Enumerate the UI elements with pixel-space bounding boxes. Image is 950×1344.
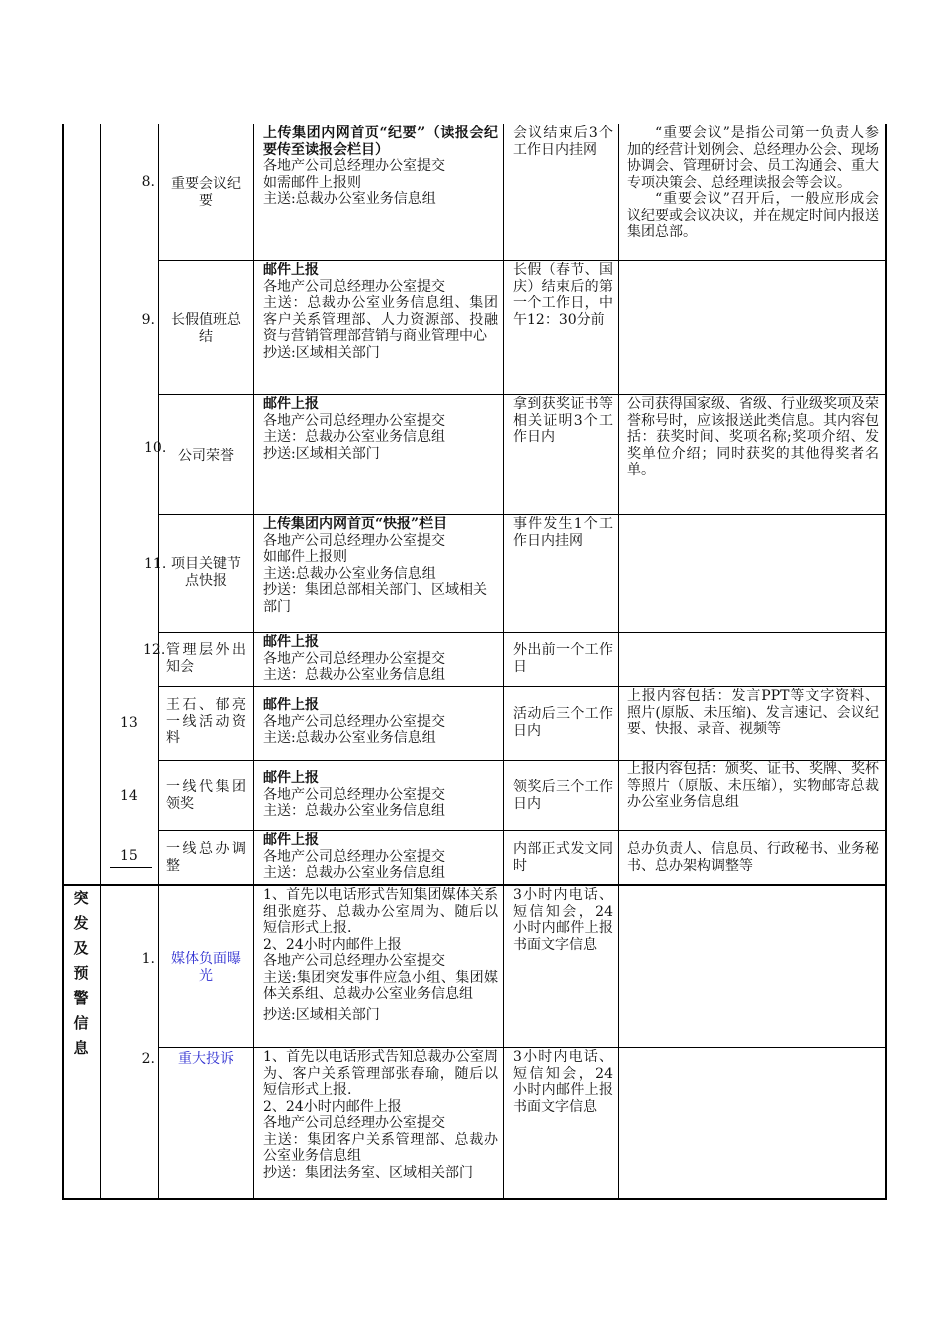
submit-line: 各地产公司总经理办公室提交 xyxy=(263,786,445,803)
item-name: 媒体负面曝光 xyxy=(171,951,241,984)
channel-label: 邮件上报 xyxy=(263,697,319,713)
row-divider xyxy=(158,830,887,831)
submission-method xyxy=(263,516,498,615)
submit-line: 各地产公司总经理办公室提交 xyxy=(263,532,445,549)
deadline: 活动后三个工作日内 xyxy=(513,706,613,739)
submit-line: 各地产公司总经理办公室提交 xyxy=(263,158,445,174)
row-divider xyxy=(158,260,887,261)
row-divider xyxy=(158,514,887,515)
row-divider xyxy=(158,394,887,395)
submit-line: 主送:总裁办公室业务信息组 xyxy=(263,191,436,207)
channel-label: 邮件上报 xyxy=(263,634,319,650)
deadline: 外出前一个工作日 xyxy=(513,642,613,675)
remarks: 总办负责人、信息员、行政秘书、业务秘书、总办架构调整等 xyxy=(627,841,879,874)
submission-method xyxy=(263,697,498,747)
section-label-char: 警 xyxy=(73,989,89,1007)
submission-method xyxy=(263,1049,498,1181)
submit-line: 主送：总裁办公室业务信息组 xyxy=(263,667,445,683)
column-divider xyxy=(503,124,504,1200)
submit-line: 各地产公司总经理办公室提交 xyxy=(263,650,445,667)
channel-label: 邮件上报 xyxy=(263,832,319,848)
row-number: 8. xyxy=(141,174,155,190)
submission-method xyxy=(263,125,498,208)
row-number: 2. xyxy=(141,1051,155,1067)
deadline: 3小时内电话、短信知会，24小时内邮件上报书面文字信息 xyxy=(513,887,613,953)
submission-method xyxy=(263,396,498,462)
row-number: 1. xyxy=(141,951,155,967)
submit-line: 主送：总裁办公室业务信息组 xyxy=(263,865,445,881)
channel-label: 邮件上报 xyxy=(263,770,319,786)
item-name: 项目关键节点快报 xyxy=(171,556,241,589)
submit-line: 各地产公司总经理办公室提交 xyxy=(263,1115,445,1131)
row-number: 12. xyxy=(143,642,166,658)
item-name: 公司荣誉 xyxy=(178,448,234,464)
row-number: 10. xyxy=(144,440,167,456)
channel-label: 邮件上报 xyxy=(263,262,319,278)
column-divider xyxy=(100,124,101,1200)
submit-line: 主送：总裁办公室业务信息组、集团客户关系管理部、人力资源部、投融资与营销管理部营销与商业管理中心 xyxy=(263,295,498,344)
row-number: 14 xyxy=(120,788,138,804)
submit-line: 各地产公司总经理办公室提交 xyxy=(263,848,445,865)
submit-line: 主送：集团客户关系管理部、总裁办公室业务信息组 xyxy=(263,1131,498,1164)
remarks: 公司获得国家级、省级、行业级奖项及荣誉称号时，应该报送此类信息。其内容包括：获奖时间、奖项名称;奖项介绍、发奖单位介绍；同时获奖的其他得奖者名单。 xyxy=(627,396,879,478)
section-label-char: 息 xyxy=(73,1039,89,1057)
submit-line: 抄送：集团法务室、区域相关部门 xyxy=(263,1164,473,1181)
remark-paragraph: “重要会议”是指公司第一负责人参加的经营计划例会、总经理办公会、现场协调会、管理研讨会、员工沟通会、重大专项决策会、总经理读报会等会议。 xyxy=(627,125,879,191)
submit-line: 1、首先以电话形式告知总裁办公室周为、客户关系管理部张春瑜，随后以短信形式上报. xyxy=(263,1049,498,1098)
deadline: 长假（春节、国庆）结束后的第一个工作日，中午12：30分前 xyxy=(513,262,613,328)
submit-line: 各地产公司总经理办公室提交 xyxy=(263,713,445,730)
row-number: 11. xyxy=(144,556,167,572)
submit-line: 1、首先以电话形式告知集团媒体关系组张庭芬、总裁办公室周为、随后以短信形式上报. xyxy=(263,887,498,936)
section-label-emergency xyxy=(62,884,100,1200)
submit-line: 2、24小时内邮件上报 xyxy=(263,936,402,953)
submit-line: 如需邮件上报则 xyxy=(263,174,361,191)
item-name: 一线代集团领奖 xyxy=(166,779,246,812)
submit-line: 抄送：集团总部相关部门、区域相关部门 xyxy=(263,582,487,615)
remarks: 上报内容包括：颁奖、证书、奖牌、奖杯等照片（原版、未压缩），实物邮寄总裁办公室业务信息组 xyxy=(627,761,879,810)
submit-line: 各地产公司总经理办公室提交 xyxy=(263,278,445,295)
deadline: 内部正式发文同时 xyxy=(513,841,613,874)
row-number: 13 xyxy=(120,715,138,731)
item-name: 王石、郁亮一线活动资料 xyxy=(166,697,246,746)
submit-line: 抄送:区域相关部门 xyxy=(263,445,380,462)
submit-line: 主送：总裁办公室业务信息组 xyxy=(263,429,445,445)
section-label-char: 信 xyxy=(73,1014,89,1032)
submit-line: 如邮件上报则 xyxy=(263,549,347,565)
submission-method xyxy=(263,634,498,684)
section-divider xyxy=(62,884,887,886)
report-table xyxy=(62,124,888,1200)
submission-method xyxy=(263,832,498,882)
column-divider xyxy=(158,124,159,1200)
submit-line: 主送:集团突发事件应急小组、集团媒体关系组、总裁办公室业务信息组 xyxy=(263,969,498,1002)
row-number: 15 xyxy=(120,848,138,864)
deadline: 领奖后三个工作日内 xyxy=(513,779,613,812)
submit-line: 主送：总裁办公室业务信息组 xyxy=(263,803,445,819)
section-label-char: 发 xyxy=(73,914,89,932)
item-name: 一线总办调整 xyxy=(166,841,246,874)
row-number: 9. xyxy=(141,312,155,328)
column-divider xyxy=(253,124,254,1200)
submit-line: 主送:总裁办公室业务信息组 xyxy=(263,730,436,746)
deadline: 3小时内电话、短信知会，24小时内邮件上报书面文字信息 xyxy=(513,1049,613,1115)
submission-method xyxy=(263,262,498,361)
channel-label: 上传集团内网首页“纪要”（读报会纪要传至读报会栏目） xyxy=(263,125,498,158)
submit-line: 2、24小时内邮件上报 xyxy=(263,1098,402,1115)
remarks: 上报内容包括：发言PPT等文字资料、照片(原版、未压缩)、发言速记、会议纪要、快报、录音、视频等 xyxy=(627,688,879,737)
column-divider xyxy=(618,124,619,1200)
item-name: 管理层外出知会 xyxy=(166,642,246,675)
table-border-bottom xyxy=(62,1198,887,1200)
item-name: 重要会议纪要 xyxy=(171,176,241,209)
submit-line: 抄送:区域相关部门 xyxy=(263,1006,380,1023)
row-divider xyxy=(158,632,887,633)
submit-line: 主送:总裁办公室业务信息组 xyxy=(263,565,436,582)
row-divider xyxy=(158,686,887,687)
remark-paragraph: “重要会议”召开后，一般应形成会议纪要或会议决议，并在规定时间内报送集团总部。 xyxy=(627,191,879,240)
submit-line: 各地产公司总经理办公室提交 xyxy=(263,412,445,429)
section-label-char: 突 xyxy=(73,889,89,907)
submit-line: 抄送:区域相关部门 xyxy=(263,344,380,361)
row-divider xyxy=(158,1047,887,1048)
submission-method xyxy=(263,887,498,1023)
submission-method xyxy=(263,770,498,820)
row-number-underline xyxy=(110,867,152,868)
channel-label: 邮件上报 xyxy=(263,396,319,412)
channel-label: 上传集团内网首页“快报”栏目 xyxy=(263,516,448,532)
deadline: 事件发生1个工作日内挂网 xyxy=(513,516,613,549)
deadline: 拿到获奖证书等相关证明3个工作日内 xyxy=(513,396,613,445)
table-border-right xyxy=(885,124,887,1200)
remarks xyxy=(627,125,879,241)
item-name: 长假值班总结 xyxy=(171,312,241,345)
item-name: 重大投诉 xyxy=(178,1051,234,1067)
section-label-char: 及 xyxy=(73,939,89,957)
submit-line: 各地产公司总经理办公室提交 xyxy=(263,953,445,969)
section-label-char: 预 xyxy=(73,964,89,982)
deadline: 会议结束后3个工作日内挂网 xyxy=(513,125,613,158)
